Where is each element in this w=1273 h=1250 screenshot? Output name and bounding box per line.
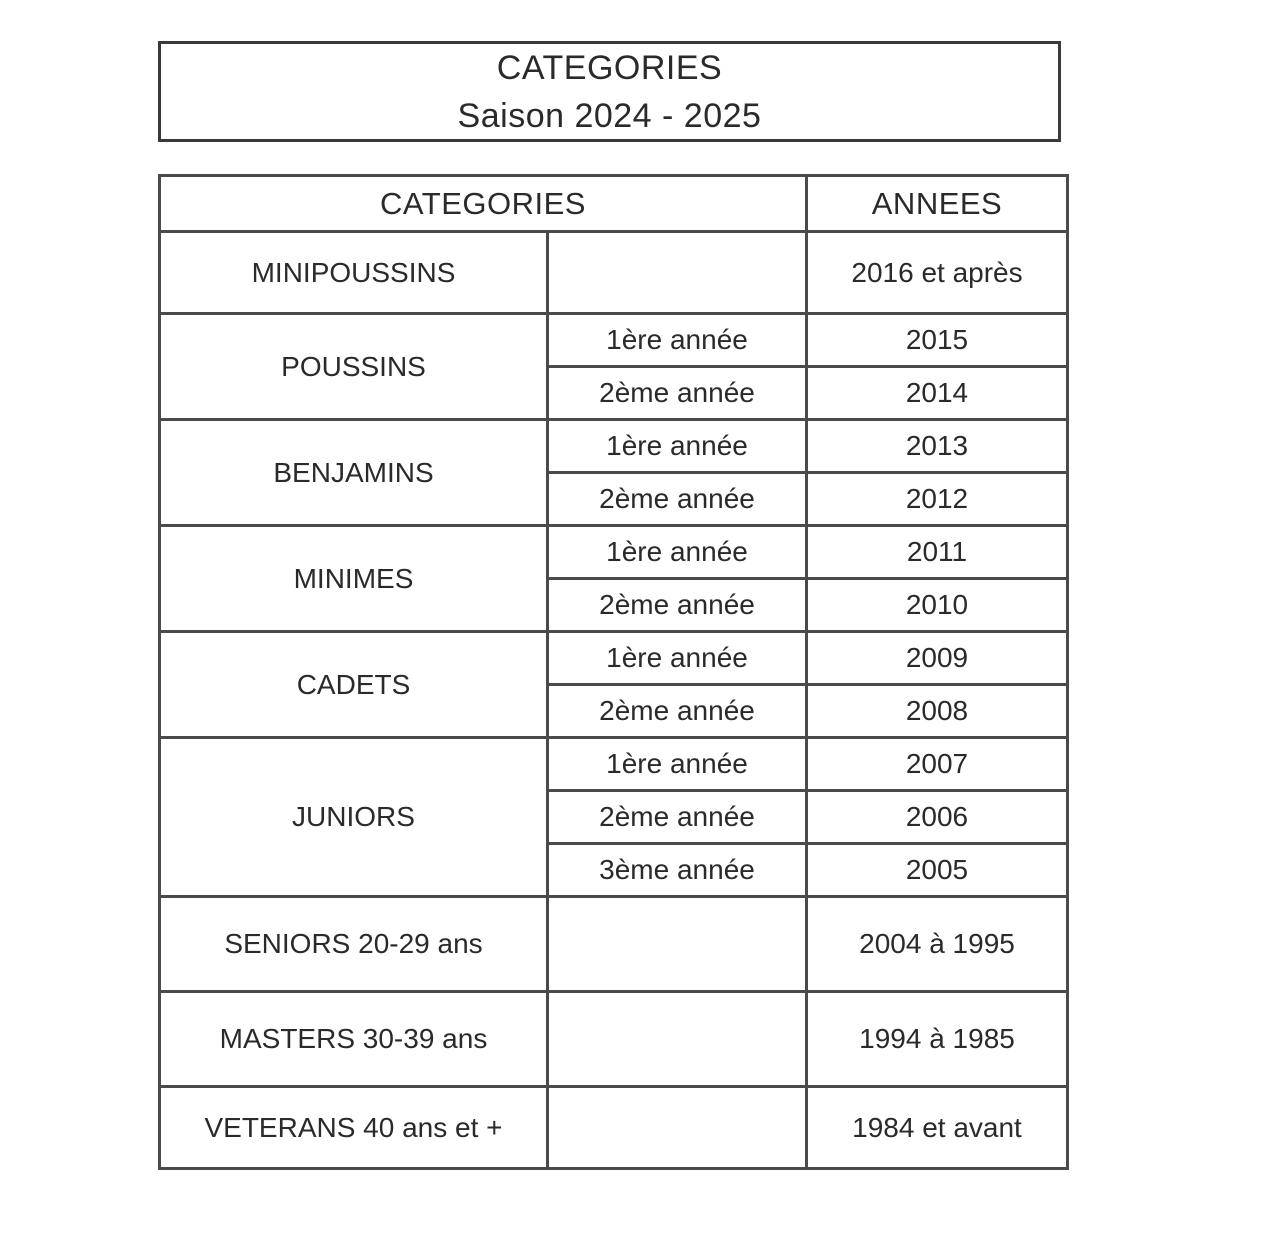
table-row [160, 738, 1068, 791]
table-row [160, 232, 1068, 314]
title-box [158, 41, 1061, 142]
year-cell: 2005 [807, 844, 1068, 897]
year-cell: 2009 [807, 632, 1068, 685]
category-cell: VETERANS 40 ans et + [160, 1087, 548, 1169]
year-cell: 2008 [807, 685, 1068, 738]
year-cell: 1984 et avant [807, 1087, 1068, 1169]
sub-year-cell: 2ème année [548, 367, 807, 420]
year-cell: 1994 à 1985 [807, 992, 1068, 1087]
sub-year-cell: 2ème année [548, 579, 807, 632]
sub-year-cell: 1ère année [548, 314, 807, 367]
page-title: CATEGORIES [496, 48, 723, 87]
year-cell: 2006 [807, 791, 1068, 844]
sub-year-cell: 1ère année [548, 526, 807, 579]
table-row [160, 632, 1068, 685]
sub-year-cell: 1ère année [548, 420, 807, 473]
sub-year-cell: 1ère année [548, 738, 807, 791]
sub-year-cell: 2ème année [548, 473, 807, 526]
table-header-row [160, 176, 1068, 232]
category-cell: MINIPOUSSINS [160, 232, 548, 314]
category-cell: POUSSINS [160, 314, 548, 420]
table-row [160, 526, 1068, 579]
table-row [160, 314, 1068, 367]
categories-table [158, 174, 1069, 1170]
table-row [160, 992, 1068, 1087]
sub-year-cell: 3ème année [548, 844, 807, 897]
empty-cell [548, 897, 807, 992]
year-cell: 2014 [807, 367, 1068, 420]
category-cell: CADETS [160, 632, 548, 738]
year-cell: 2004 à 1995 [807, 897, 1068, 992]
category-cell: BENJAMINS [160, 420, 548, 526]
year-cell: 2015 [807, 314, 1068, 367]
empty-cell [548, 232, 807, 314]
sub-year-cell: 1ère année [548, 632, 807, 685]
sub-year-cell: 2ème année [548, 791, 807, 844]
header-categories: CATEGORIES [160, 176, 807, 232]
category-cell: MINIMES [160, 526, 548, 632]
table-row [160, 897, 1068, 992]
year-cell: 2011 [807, 526, 1068, 579]
category-cell: JUNIORS [160, 738, 548, 897]
category-cell: MASTERS 30-39 ans [160, 992, 548, 1087]
category-cell: SENIORS 20-29 ans [160, 897, 548, 992]
year-cell: 2007 [807, 738, 1068, 791]
season-subtitle: Saison 2024 - 2025 [457, 96, 762, 135]
table-row [160, 420, 1068, 473]
year-cell: 2012 [807, 473, 1068, 526]
empty-cell [548, 1087, 807, 1169]
year-cell: 2013 [807, 420, 1068, 473]
year-cell: 2016 et après [807, 232, 1068, 314]
empty-cell [548, 992, 807, 1087]
year-cell: 2010 [807, 579, 1068, 632]
table-row [160, 1087, 1068, 1169]
header-years: ANNEES [807, 176, 1068, 232]
sub-year-cell: 2ème année [548, 685, 807, 738]
